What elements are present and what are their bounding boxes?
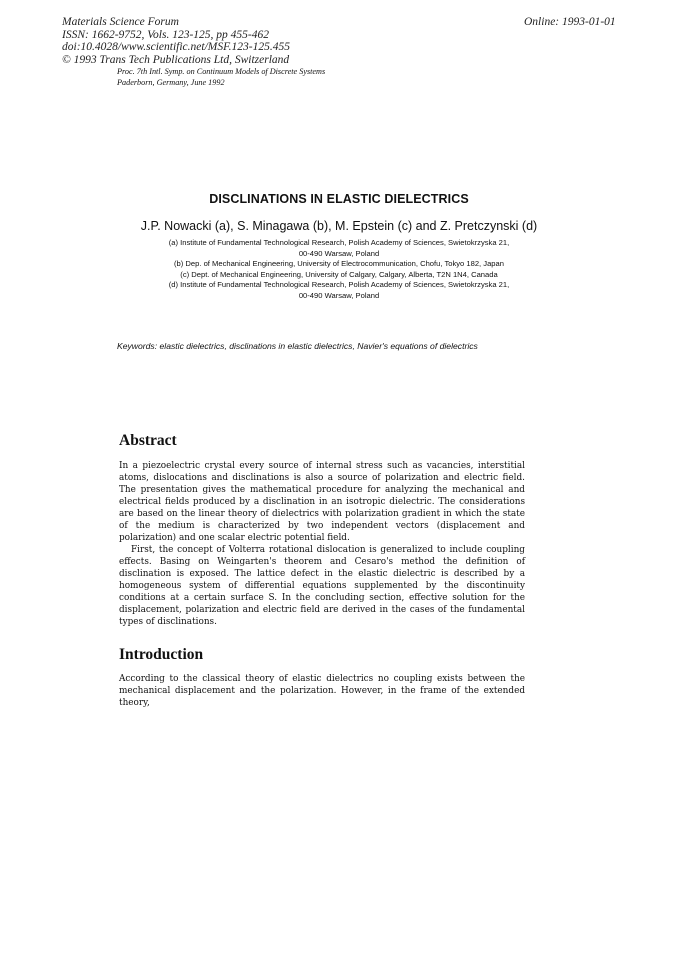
doi-line: doi:10.4028/www.scientific.net/MSF.123-125.455	[62, 41, 290, 53]
journal-name: Materials Science Forum	[62, 16, 179, 28]
copyright-line: © 1993 Trans Tech Publications Ltd, Switzerland	[62, 53, 290, 66]
abstract-paragraph: In a piezoelectric crystal every source of internal stress such as vacancies, interstitial atoms, dislocations and disclinations is also a source of polarization and electric field. The presentation gives the mathematical procedure for analyzing the mechanical and electrical fields produced by a disclination in an isotropic dielectric. The considerations are based on the linear theory of dielectrics with polarization gradient in which the state of the medium is characterized by two independent vectors (displacement and polarization) and one scalar electric potential field.	[119, 461, 525, 543]
abstract-heading: Abstract	[119, 432, 177, 449]
affiliation-line: (d) Institute of Fundamental Technological Research, Polish Academy of Sciences, Swietokrzyska 21,	[168, 280, 510, 290]
affiliations	[118, 238, 560, 302]
affiliation-line: 00-490 Warsaw, Poland	[298, 248, 380, 258]
affiliation-line: 00-490 Warsaw, Poland	[298, 290, 380, 300]
introduction-heading: Introduction	[119, 646, 204, 663]
proceedings-info	[117, 66, 325, 88]
online-date: Online: 1993-01-01	[524, 16, 616, 28]
paper-title: DISCLINATIONS IN ELASTIC DIELECTRICS	[209, 192, 469, 206]
introduction-body	[119, 673, 525, 709]
issn-line: ISSN: 1662-9752, Vols. 123-125, pp 455-462	[62, 28, 269, 41]
affiliation-line: (a) Institute of Fundamental Technological Research, Polish Academy of Sciences, Swietokrzyska 21,	[168, 238, 510, 247]
keywords: Keywords: elastic dielectrics, disclinations in elastic dielectrics, Navier's equations of dielectrics	[117, 341, 478, 351]
abstract-paragraph: First, the concept of Volterra rotational dislocation is generalized to include coupling effects. Basing on Weingarten's theorem and Cesaro's method the definition of disclination is exposed. The lattice defect in the elastic dielectric is described by a homogeneous system of differential equations supplemented by the discontinuity conditions at a certain surface S. In the concluding section, effective solution for the displacement, polarization and electric field are derived in the cases of the fundamental types of disclinations.	[119, 545, 525, 627]
journal-meta	[62, 16, 290, 66]
proceedings-line-2: Paderborn, Germany, June 1992	[117, 78, 225, 87]
abstract-body	[119, 460, 525, 628]
introduction-paragraph: According to the classical theory of elastic dielectrics no coupling exists between the mechanical displacement and the polarization. However, in the frame of the extended theory,	[119, 674, 525, 708]
proceedings-line-1: Proc. 7th Intl. Symp. on Continuum Models of Discrete Systems	[117, 67, 326, 76]
affiliation-line: (c) Dept. of Mechanical Engineering, University of Calgary, Calgary, Alberta, T2N 1N4, Canada	[180, 269, 498, 279]
author-list: J.P. Nowacki (a), S. Minagawa (b), M. Epstein (c) and Z. Pretczynski (d)	[140, 219, 538, 233]
affiliation-line: (b) Dep. of Mechanical Engineering, University of Electrocommunication, Chofu, Tokyo 182, Japan	[174, 259, 504, 269]
